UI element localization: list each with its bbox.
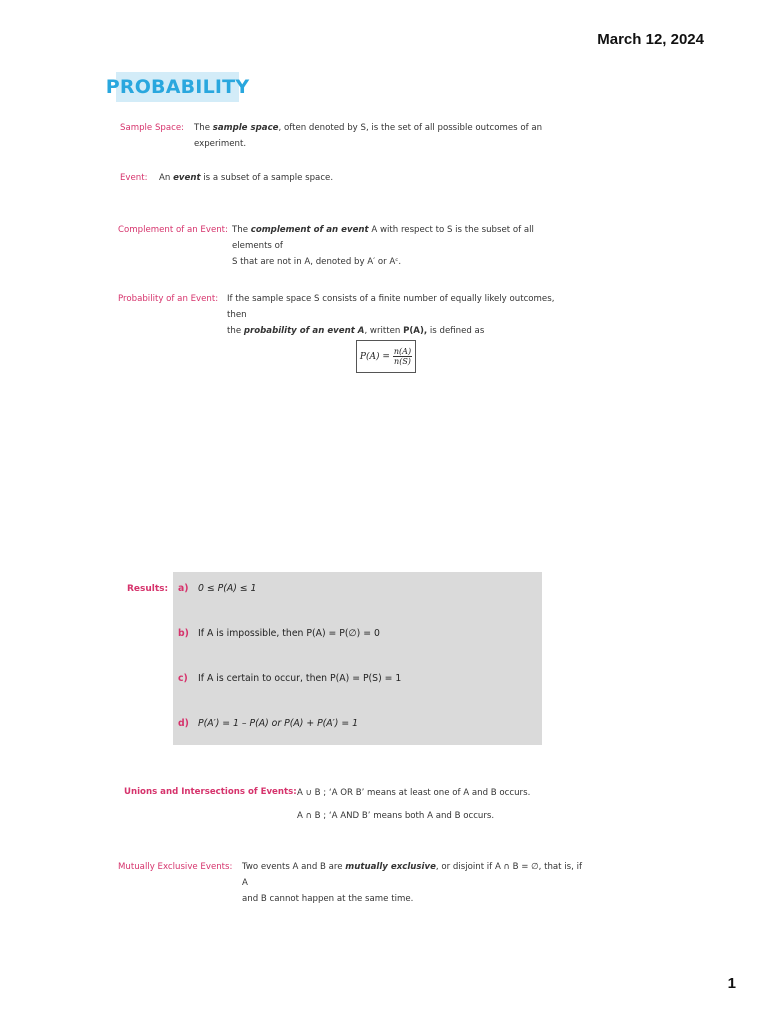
mutually-exclusive-definition [242,859,582,907]
probability-event-definition [227,291,567,339]
complement-line2: S that are not in A, denoted by A′ or Aᶜ. [232,257,402,267]
result-key-d: d) [178,718,189,729]
result-text-c: If A is certain to occur, then P(A) = P(S) = 1 [198,673,402,684]
probability-formula [356,340,416,373]
result-text-a: 0 ≤ P(A) ≤ 1 [198,583,257,594]
sample-space-pre: The [194,123,213,133]
title-banner [105,72,250,102]
complement-label: Complement of an Event: [118,225,228,235]
probability-event-line2-post: is defined as [427,326,485,336]
complement-definition [232,222,562,270]
page-number: 1 [727,975,736,992]
probability-event-line2-mid: , written [364,326,404,336]
probability-event-line1: If the sample space S consists of a finite number of equally likely outcomes, then [227,294,555,320]
result-key-b: b) [178,628,189,639]
mutually-exclusive-pre: Two events A and B are [242,862,346,872]
result-item-c [178,673,401,684]
result-key-c: c) [178,673,188,684]
sample-space-definition [194,120,554,152]
event-definition [159,170,459,186]
probability-event-term2: P(A), [403,326,428,336]
union-line: A ∪ B ; ‘A OR B’ means at least one of A and B occurs. [297,788,531,798]
event-term: event [173,173,201,183]
page-title: PROBABILITY [105,76,250,98]
probability-event-term: probability of an event A [243,326,365,336]
complement-pre: The [232,225,251,235]
complement-line1: A with respect to S is the subset of all elements of [232,225,534,251]
probability-event-label: Probability of an Event: [118,294,219,304]
result-text-b: If A is impossible, then P(A) = P(∅) = 0 [198,628,380,639]
mutually-exclusive-line2: and B cannot happen at the same time. [242,894,414,904]
sample-space-line1: , often denoted by S, is the set of all possible outcomes of an [278,123,543,133]
result-item-a [178,583,256,594]
formula-fraction [393,347,412,366]
sample-space-line2: experiment. [194,139,247,149]
page-date: March 12, 2024 [597,31,704,48]
probability-event-line2-pre: the [227,326,244,336]
event-label: Event: [120,173,148,183]
mutually-exclusive-term: mutually exclusive [345,862,436,872]
sample-space-label: Sample Space: [120,123,185,133]
sample-space-term: sample space [212,123,279,133]
mutually-exclusive-line1: , or disjoint if A ∩ B = ∅, that is, if A [242,862,583,888]
formula-numerator: n(A) [393,347,412,356]
result-item-d [178,718,358,729]
formula-denominator: n(S) [394,357,411,366]
event-post: is a subset of a sample space. [200,173,334,183]
result-key-a: a) [178,583,189,594]
intersection-line: A ∩ B ; ‘A AND B’ means both A and B occurs. [297,811,495,821]
formula-lhs: P(A) = [359,351,390,362]
result-item-b [178,628,380,639]
results-label: Results: [127,584,169,594]
mutually-exclusive-label: Mutually Exclusive Events: [118,862,233,872]
event-pre: An [159,173,174,183]
complement-term: complement of an event [250,225,369,235]
unions-label: Unions and Intersections of Events: [124,787,297,797]
result-text-d: P(A′) = 1 – P(A) or P(A) + P(A′) = 1 [198,718,359,729]
